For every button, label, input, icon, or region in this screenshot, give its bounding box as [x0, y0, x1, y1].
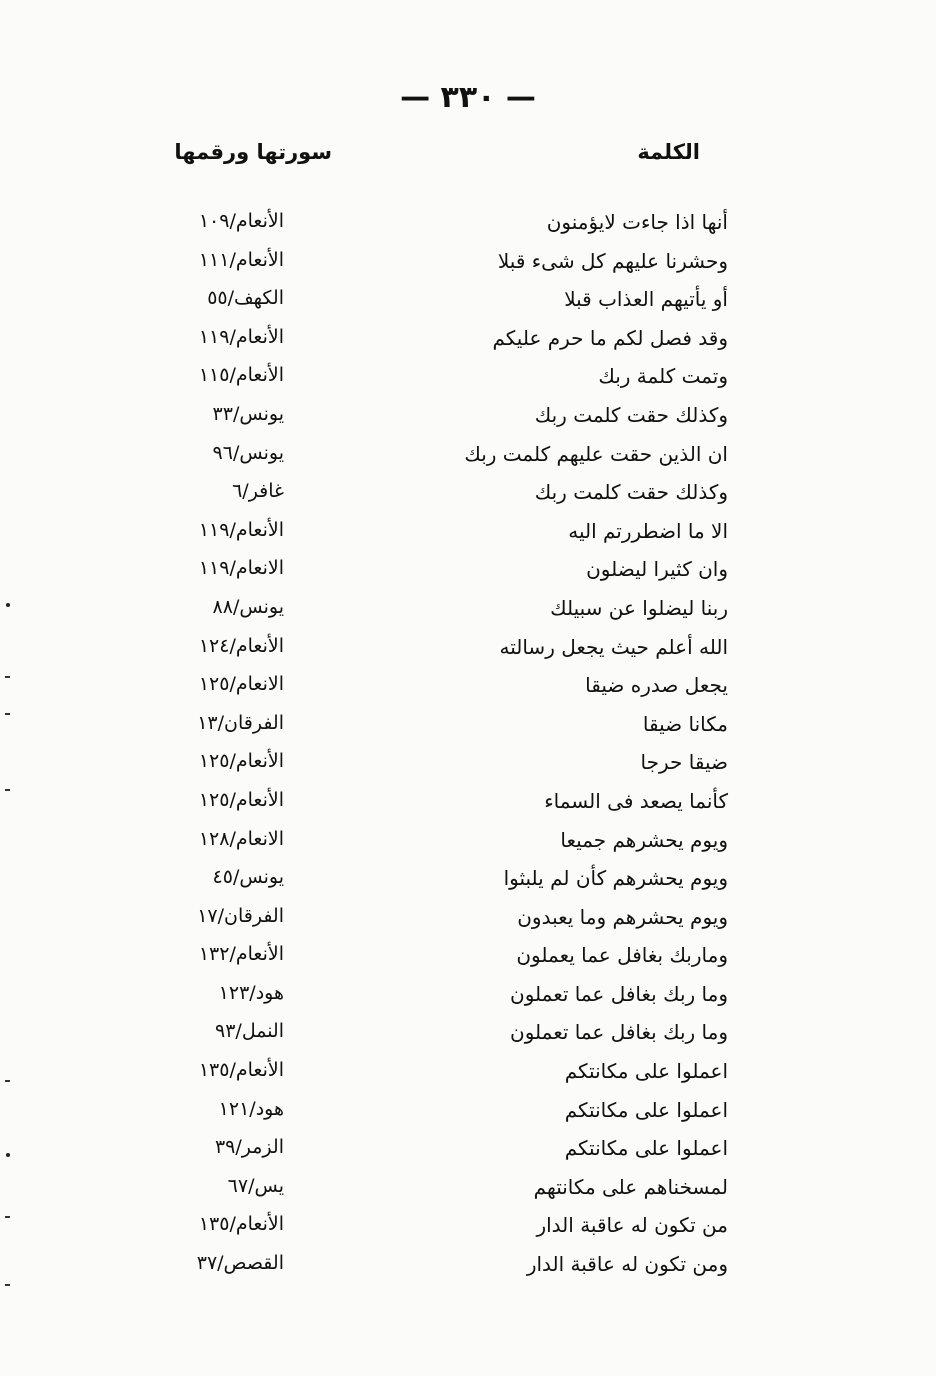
entry-word: كأنما يصعد فى السماء: [544, 788, 728, 813]
entry-word: ومن تكون له عاقبة الدار: [526, 1252, 728, 1277]
margin-mark: [5, 713, 10, 715]
entry-reference: هود/١٢٣: [218, 981, 284, 1004]
margin-mark: [5, 1216, 10, 1218]
entry-word: ويوم يحشرهم كأن لم يلبثوا: [503, 866, 728, 891]
margin-mark: [5, 1080, 10, 1082]
entry-word: ضيقا حرجا: [640, 750, 728, 775]
entry-reference: الأنعام/١٢٥: [198, 788, 284, 811]
entry-word: ان الذين حقت عليهم كلمت ربك: [464, 441, 728, 466]
entry-word: الا ما اضطررتم اليه: [568, 518, 728, 543]
entry-reference: الأنعام/١١٩: [198, 325, 284, 348]
entry-row: [0, 555, 936, 594]
entry-row: [0, 903, 936, 942]
entry-word: وحشرنا عليهم كل شىء قبلا: [497, 248, 728, 273]
entry-word: يجعل صدره ضيقا: [585, 673, 728, 698]
entry-word: وتمت كلمة ربك: [598, 364, 728, 389]
entry-reference: الكهف/٥٥: [207, 287, 284, 310]
entries-list: [0, 208, 936, 1289]
entry-reference: يونس/٩٦: [212, 441, 284, 464]
entry-row: [0, 401, 936, 440]
entry-row: [0, 1173, 936, 1212]
entry-word: اعملوا على مكانتكم: [564, 1097, 728, 1122]
entry-word: لمسخناهم على مكانتهم: [533, 1174, 728, 1199]
entry-word: مكانا ضيقا: [642, 711, 728, 736]
entry-reference: الفرقان/١٣: [197, 711, 284, 734]
entry-reference: الأنعام/١٣٥: [198, 1213, 284, 1236]
entry-reference: غافر/٦: [232, 480, 284, 503]
margin-mark: [5, 676, 10, 678]
entry-reference: القصص/٣٧: [196, 1252, 284, 1275]
entry-row: [0, 440, 936, 479]
entry-row: [0, 517, 936, 556]
entry-reference: الأنعام/١٢٤: [198, 634, 284, 657]
entry-reference: يونس/٣٣: [212, 402, 284, 425]
entry-reference: النمل/٩٣: [215, 1020, 284, 1043]
entry-row: [0, 247, 936, 286]
entry-row: [0, 478, 936, 517]
entry-word: وقد فصل لكم ما حرم عليكم: [492, 325, 728, 350]
entry-row: [0, 748, 936, 787]
entry-row: [0, 594, 936, 633]
entry-word: من تكون له عاقبة الدار: [536, 1213, 728, 1238]
entry-row: [0, 980, 936, 1019]
entry-reference: الأنعام/١٣٥: [198, 1059, 284, 1082]
entry-word: ربنا ليضلوا عن سبيلك: [550, 595, 728, 620]
entry-reference: هود/١٢١: [218, 1097, 284, 1120]
left-margin-marks: [0, 0, 14, 1376]
entry-row: [0, 633, 936, 672]
margin-mark: [5, 789, 10, 791]
entry-word: وان كثيرا ليضلون: [586, 557, 728, 582]
entry-row: [0, 787, 936, 826]
entry-word: وما ربك بغافل عما تعملون: [510, 1020, 728, 1045]
entry-row: [0, 1018, 936, 1057]
entry-reference: الانعام/١٢٨: [198, 827, 284, 850]
entry-reference: يونس/٤٥: [212, 866, 284, 889]
entry-reference: الانعام/١٢٥: [198, 673, 284, 696]
entry-reference: الأنعام/١٠٩: [198, 210, 284, 232]
margin-dot: [6, 603, 10, 607]
margin-dot: [6, 1153, 10, 1157]
entry-word: اعملوا على مكانتكم: [564, 1136, 728, 1161]
entry-word: الله أعلم حيث يجعل رسالته: [499, 634, 728, 659]
entry-row: [0, 710, 936, 749]
page-number: — ٣٣٠ —: [400, 80, 536, 115]
entry-row: [0, 285, 936, 324]
entry-word: أنها اذا جاءت لايؤمنون: [546, 210, 728, 234]
column-header-reference: سورتها ورقمها: [174, 140, 332, 164]
margin-mark: [5, 1284, 10, 1286]
entry-reference: الانعام/١١٩: [198, 557, 284, 580]
entry-row: [0, 826, 936, 865]
entry-reference: الأنعام/١٢٥: [198, 750, 284, 773]
entry-row: [0, 1250, 936, 1289]
entry-reference: الأنعام/١١١: [198, 248, 284, 271]
entry-row: [0, 1096, 936, 1135]
entry-word: أو يأتيهم العذاب قبلا: [564, 287, 728, 312]
entry-word: اعملوا على مكانتكم: [564, 1059, 728, 1084]
entry-word: ويوم يحشرهم جميعا: [560, 827, 728, 852]
entry-row: [0, 864, 936, 903]
entry-row: [0, 671, 936, 710]
entry-reference: الأنعام/١٣٢: [198, 943, 284, 966]
entry-row: [0, 1134, 936, 1173]
entry-word: وماربك بغافل عما يعملون: [516, 943, 728, 968]
entry-word: وكذلك حقت كلمت ربك: [534, 480, 728, 505]
entry-word: وما ربك بغافل عما تعملون: [510, 981, 728, 1006]
entry-reference: الأنعام/١١٥: [198, 364, 284, 387]
entry-row: [0, 941, 936, 980]
column-header-word: الكلمة: [637, 140, 700, 164]
entry-row: [0, 1211, 936, 1250]
entry-row: [0, 1057, 936, 1096]
entry-row: [0, 362, 936, 401]
entry-reference: الأنعام/١١٩: [198, 518, 284, 541]
entry-reference: يس/٦٧: [227, 1174, 284, 1197]
entry-word: ويوم يحشرهم وما يعبدون: [517, 904, 728, 929]
entry-word: وكذلك حقت كلمت ربك: [534, 402, 728, 427]
entry-row: [0, 324, 936, 363]
entry-reference: الزمر/٣٩: [214, 1136, 284, 1159]
entry-row: [0, 208, 936, 247]
entry-reference: يونس/٨٨: [212, 595, 284, 618]
entry-reference: الفرقان/١٧: [197, 904, 284, 927]
